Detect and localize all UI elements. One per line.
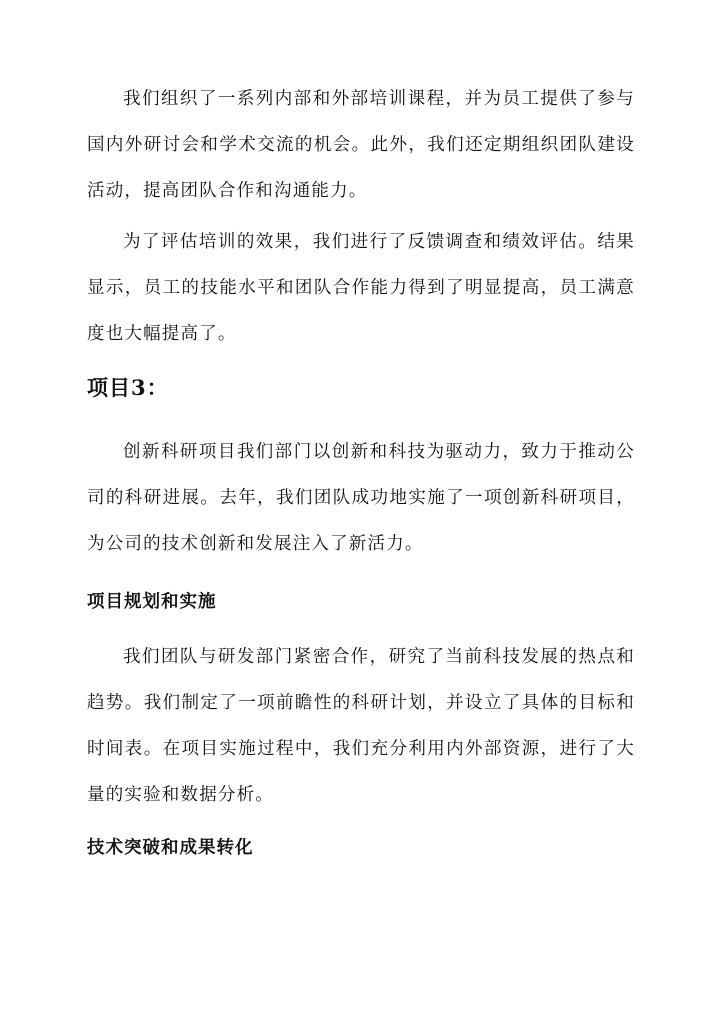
paragraph-training-courses: 我们组织了一系列内部和外部培训课程，并为员工提供了参与国内外研讨会和学术交流的机会。此外，我们还定期组织团队建设活动，提高团队合作和沟通能力。: [87, 89, 635, 201]
paragraph-plan-detail: 我们团队与研发部门紧密合作，研究了当前科技发展的热点和趋势。我们制定了一项前瞻性的科研计划，并设立了具体的目标和时间表。在项目实施过程中，我们充分利用内外部资源，进行了大量的实验和数据分析。: [87, 647, 635, 805]
paragraph-training-evaluation: 为了评估培训的效果，我们进行了反馈调查和绩效评估。结果显示，员工的技能水平和团队合作能力得到了明显提高，员工满意度也大幅提高了。: [87, 232, 635, 344]
heading-planning: 项目规划和实施: [87, 592, 217, 612]
heading-tech-breakthrough: 技术突破和成果转化: [87, 838, 254, 858]
heading-project3: 项目3：: [87, 375, 169, 400]
paragraph-project3-intro: 创新科研项目我们部门以创新和科技为驱动力，致力于推动公司的科研进展。去年，我们团队成功地实施了一项创新科研项目，为公司的技术创新和发展注入了新活力。: [87, 442, 635, 554]
